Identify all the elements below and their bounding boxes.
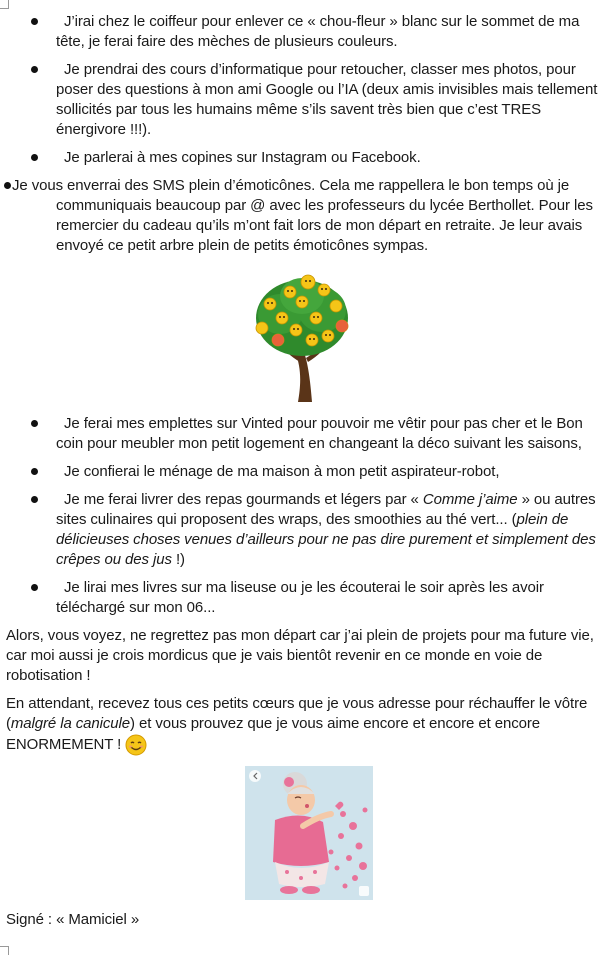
paragraph-text: En attendant, recevez tous ces petits cœurs que je vous adresse pour réchauffer le vôtre (: [6, 695, 588, 732]
list-item: [0, 462, 610, 482]
bullet-icon: [4, 182, 11, 189]
bullet-icon: [31, 420, 38, 427]
list-item-emphasis: Comme j’aime: [422, 491, 518, 508]
list-item-text: J’irai chez le coiffeur pour enlever ce « chou-fleur » blanc sur le sommet de ma tête, je ferai faire des mèches de plusieurs couleurs.: [56, 13, 580, 50]
signature: Signé : « Mamiciel »: [6, 911, 140, 928]
granny-blowing-hearts-image: [0, 766, 610, 900]
list-item: [0, 148, 610, 168]
list-item-text-part: !): [171, 551, 185, 568]
bullet-icon: [31, 18, 38, 25]
paragraph-emphasis: malgré la canicule: [10, 715, 130, 732]
emoji-tree-image: [0, 274, 610, 404]
bullet-icon: [31, 496, 38, 503]
list-item: [0, 578, 610, 618]
list-item-emphasis: plein de délicieuses choses venues d’ailleurs pour ne pas dire purement et simplement des crêpes ou des jus: [56, 511, 596, 568]
list-item-text: Je lirai mes livres sur ma liseuse ou je les écouterai le soir après les avoir téléchargé sur mon 06...: [56, 579, 544, 616]
list-item-text: Je ferai mes emplettes sur Vinted pour pouvoir me vêtir pour pas cher et le Bon coin pour meubler mon petit logement en changeant la déco suivant les saisons,: [56, 415, 583, 452]
list-item-text: Je confierai le ménage de ma maison à mon petit aspirateur-robot,: [64, 463, 500, 480]
list-item-text: Je vous enverrai des SMS plein d’émoticônes. Cela me rappellera le bon temps où je communiquais beaucoup par @ avec les professeurs du lycée Berthollet. Pour les remercier du cadeau qu’ils m’ont fait lors de mon départ en retraite. Je leur avais envoyé ce petit arbre plein de petits émoticônes sympas.: [12, 177, 593, 254]
bullet-icon: [31, 66, 38, 73]
list-item: [0, 490, 610, 570]
smiling-face-icon: [125, 734, 147, 756]
list-item-text-part: » ou autres sites culinaires qui proposent des wraps, des smoothies au thé vert... (: [56, 491, 596, 528]
list-item-text: Je parlerai à mes copines sur Instagram ou Facebook.: [64, 149, 421, 166]
page-corner-mark: [0, 946, 9, 955]
list-item-text: [56, 491, 596, 568]
bullet-icon: [31, 584, 38, 591]
paragraph: [0, 694, 610, 756]
list-item-text-part: Je me ferai livrer des repas gourmands et légers par «: [64, 491, 423, 508]
paragraph-text: ) et vous prouvez que je vous aime encore et encore et encore ENORMEMENT !: [6, 715, 540, 753]
granny-illustration: [245, 766, 373, 900]
paragraph: Alors, vous voyez, ne regrettez pas mon départ car j’ai plein de projets pour ma future vie, car moi aussi je crois mordicus que je vais bientôt revenir en ce monde en voie de robotisation !: [6, 627, 594, 684]
bullet-icon: [31, 154, 38, 161]
list-item: [0, 12, 610, 52]
tree-illustration: [250, 274, 360, 404]
list-item: [0, 176, 610, 256]
list-item: [0, 414, 610, 454]
bullet-icon: [31, 468, 38, 475]
list-item: [0, 60, 610, 140]
list-item-text: Je prendrai des cours d’informatique pour retoucher, classer mes photos, pour poser des questions à mon ami Google ou l’IA (deux amis invisibles mais tellement sollicités par tous les humains même s’ils savent très bien que c’est TRES énergivore !!!).: [56, 61, 598, 138]
